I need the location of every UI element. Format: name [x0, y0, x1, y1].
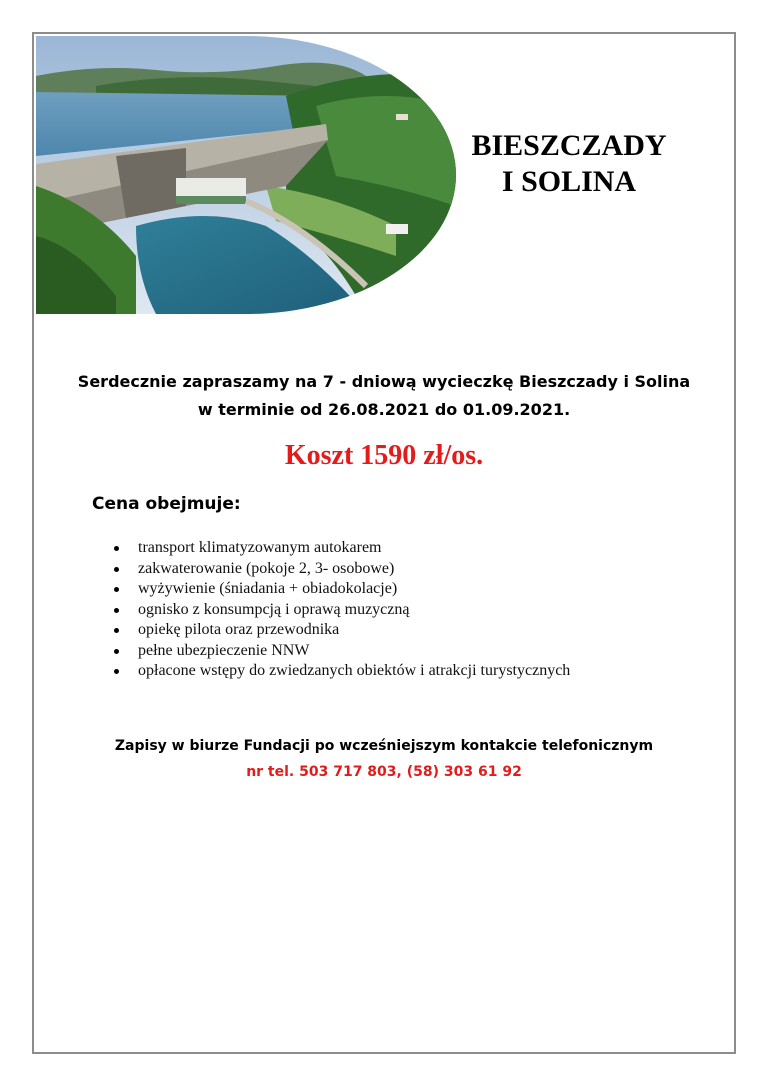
list-item	[112, 600, 570, 621]
list-item	[112, 559, 570, 580]
list-item-text: ognisko z konsumpcją i oprawą muzyczną	[138, 600, 410, 618]
bullet-icon	[114, 649, 119, 654]
list-item-text: zakwaterowanie (pokoje 2, 3- osobowe)	[138, 559, 395, 577]
cost-text: Koszt 1590 zł/os.	[284, 440, 484, 471]
list-item	[112, 538, 570, 559]
invitation-line-1: Serdecznie zapraszamy na 7 - dniową wycieczkę Bieszczady i Solina	[77, 372, 691, 391]
list-item-text: wyżywienie (śniadania + obiadokolacje)	[138, 580, 398, 597]
list-item	[112, 641, 570, 662]
list-item-text: opłacone wstępy do zwiedzanych obiektów i atrakcji turystycznych	[138, 662, 571, 679]
includes-title: Cena obejmuje:	[92, 494, 241, 514]
bullet-icon	[114, 546, 119, 551]
list-item-text: transport klimatyzowanym autokarem	[138, 539, 382, 556]
bullet-icon	[114, 567, 119, 572]
phone-number: nr tel. 503 717 803, (58) 303 61 92	[246, 764, 522, 780]
list-item	[112, 661, 570, 682]
includes-list	[112, 538, 570, 682]
title-line-1: BIESZCZADY	[471, 129, 667, 162]
bullet-icon	[114, 669, 119, 674]
title-line-2: I SOLINA	[501, 165, 637, 198]
list-item-text: opiekę pilota oraz przewodnika	[138, 621, 340, 638]
list-item-text: pełne ubezpieczenie NNW	[138, 641, 310, 659]
dam-lake-photo	[36, 36, 456, 314]
bullet-icon	[114, 587, 119, 592]
signup-text: Zapisy w biurze Fundacji po wcześniejszym kontakcie telefonicznym	[114, 738, 654, 754]
bullet-icon	[114, 608, 119, 613]
list-item	[112, 579, 570, 600]
invitation-line-2: w terminie od 26.08.2021 do 01.09.2021.	[197, 400, 571, 419]
list-item	[112, 620, 570, 641]
page-title	[460, 128, 678, 200]
bullet-icon	[114, 628, 119, 633]
